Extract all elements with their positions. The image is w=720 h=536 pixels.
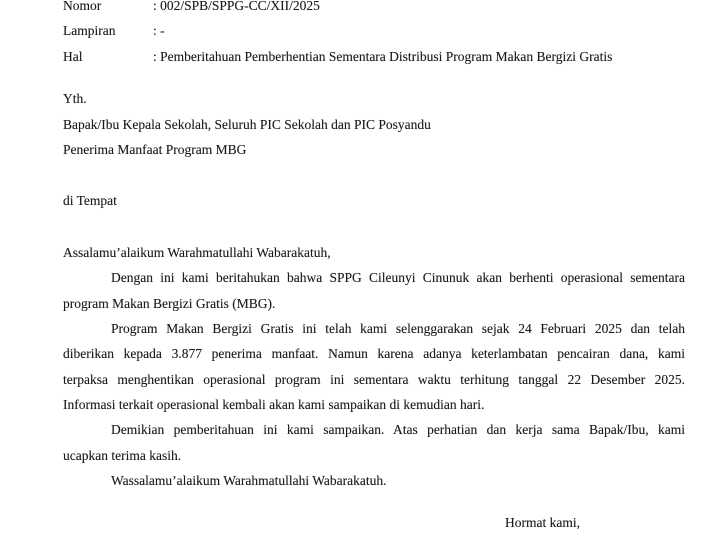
meta-row-hal [63,44,685,69]
spacer [63,69,685,86]
letter-page [63,0,685,535]
opening-salutation: Assalamu’alaikum Warahmatullahi Wabarakatuh, [63,244,331,260]
meta-value-lampiran: : - [153,23,165,39]
meta-label-hal: Hal [63,48,83,64]
paragraph3-line: Demikian pemberitahuan ini kami sampaikan. Atas perhatian dan kerja sama Bapak/Ibu, kami [111,422,685,438]
meta-row-nomor [63,0,685,18]
closing-salutation: Wassalamu’alaikum Warahmatullahi Wabarakatuh. [111,473,387,489]
recipient-line2: Penerima Manfaat Program MBG [63,141,247,157]
paragraph2-line: terpaksa menghentikan operasional program ini sementara waktu terhitung tanggal 22 Desember 2025. [63,371,685,387]
paragraph1-line: program Makan Bergizi Gratis (MBG). [63,295,276,311]
recipient-block [63,86,685,162]
meta-row-lampiran [63,18,685,43]
recipient-salutation: Yth. [63,91,87,107]
meta-label-nomor: Nomor [63,0,102,13]
letter-body [63,240,685,494]
meta-label-lampiran: Lampiran [63,23,116,39]
spacer [63,162,685,188]
spacer [63,494,685,510]
meta-value-nomor: : 002/SPB/SPPG-CC/XII/2025 [153,0,320,13]
recipient-place: di Tempat [63,193,117,209]
signoff: Hormat kami, [505,514,580,530]
paragraph2-line: diberikan kepada 3.877 penerima manfaat. Namun karena adanya keterlambatan pencairan dana, kami [63,346,685,362]
paragraph1-line: Dengan ini kami beritahukan bahwa SPPG Cileunyi Cinunuk akan berhenti operasional sementara [111,270,685,286]
paragraph3-line: ucapkan terima kasih. [63,447,182,463]
spacer [63,214,685,240]
recipient-line1: Bapak/Ibu Kepala Sekolah, Seluruh PIC Sekolah dan PIC Posyandu [63,116,431,132]
paragraph2-line: Program Makan Bergizi Gratis ini telah kami selenggarakan sejak 24 Februari 2025 dan telah [111,320,685,336]
meta-value-hal: : Pemberitahuan Pemberhentian Sementara Distribusi Program Makan Bergizi Gratis [153,48,613,64]
letter-meta-block [63,0,685,69]
paragraph2-line: Informasi terkait operasional kembali akan kami sampaikan di kemudian hari. [63,397,485,413]
